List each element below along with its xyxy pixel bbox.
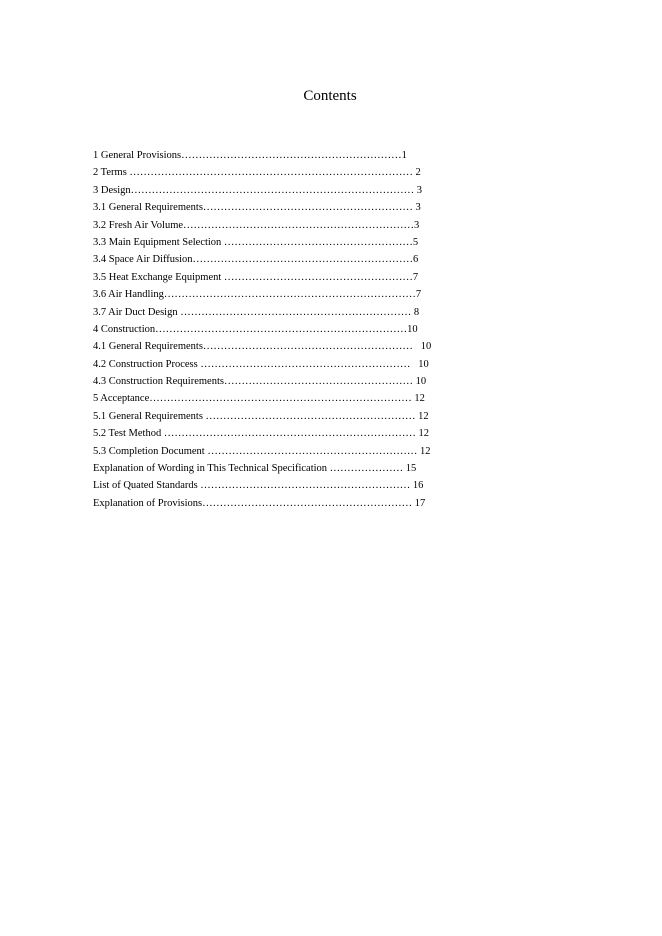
toc-entry: 5.2 Test Method ……………………………………………………………… 12 <box>93 428 429 440</box>
toc-entry: 5 Acceptance………………………………………………………………… 12 <box>93 393 425 405</box>
toc-entry: 3.3 Main Equipment Selection ………………………………………………5 <box>93 236 419 248</box>
toc-entry: 5.1 General Requirements …………………………………………………… 12 <box>93 410 429 422</box>
toc-entry: 4.1 General Requirements…………………………………………………… 10 <box>93 341 432 353</box>
toc-entry: 2 Terms ……………………………………………………………………… 2 <box>93 167 421 179</box>
toc-entry: 3 Design……………………………………………………………………… 3 <box>93 184 422 196</box>
page-title: Contents <box>303 88 357 104</box>
table-of-contents <box>93 147 483 512</box>
toc-entry: 3.2 Fresh Air Volume…………………………………………………………3 <box>93 219 420 231</box>
toc-entry: 3.6 Air Handling………………………………………………………………7 <box>93 289 422 301</box>
toc-entry: Explanation of Wording in This Technical Specification ………………… 15 <box>93 463 417 475</box>
toc-entry: 3.4 Space Air Diffusion………………………………………………………6 <box>93 254 419 266</box>
toc-entry: 5.3 Completion Document …………………………………………………… 12 <box>93 445 431 457</box>
toc-entry: Explanation of Provisions…………………………………………………… 17 <box>93 497 426 509</box>
toc-entry: 3.7 Air Duct Design ………………………………………………………… 8 <box>93 306 420 318</box>
toc-entry: 3.1 General Requirements…………………………………………………… 3 <box>93 202 421 214</box>
toc-entry: 4.3 Construction Requirements……………………………………………… 10 <box>93 376 427 388</box>
toc-entry: 1 General Provisions………………………………………………………1 <box>93 150 407 161</box>
toc-entry: 4 Construction………………………………………………………………10 <box>93 323 418 335</box>
toc-entry: List of Quated Standards …………………………………………………… 16 <box>93 480 424 492</box>
toc-entry: 4.2 Construction Process …………………………………………………… 10 <box>93 358 429 370</box>
toc-entry: 3.5 Heat Exchange Equipment ………………………………………………7 <box>93 271 419 283</box>
